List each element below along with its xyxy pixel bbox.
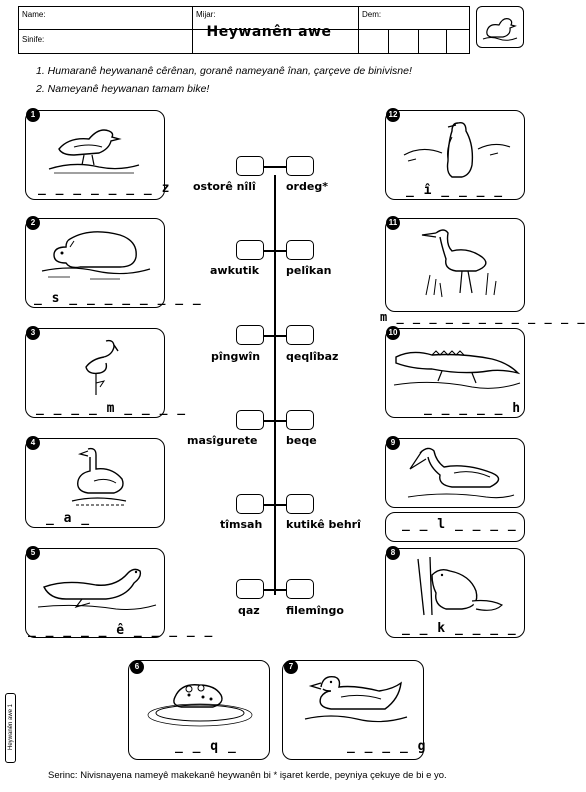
number-box-right-3[interactable] [286, 325, 314, 345]
logo-box [476, 6, 524, 48]
gull-icon [44, 119, 144, 177]
pelican-icon [406, 443, 516, 503]
hint-text-11: m _ _ _ _ _ _ _ _ _ _ _ _ [380, 310, 586, 324]
penguin-icon [402, 115, 512, 181]
hippo-icon [40, 225, 152, 283]
header-divider [446, 29, 447, 54]
header-divider [358, 6, 359, 54]
answer-box-9[interactable] [385, 512, 525, 542]
word-right-5: kutikê behrî [286, 518, 361, 531]
number-badge-8: 8 [386, 546, 400, 560]
number-badge-4: 4 [26, 436, 40, 450]
connector-tick [264, 420, 286, 422]
word-left-5: tîmsah [220, 518, 263, 531]
number-box-left-6[interactable] [236, 579, 264, 599]
connector-tick [264, 589, 286, 591]
word-left-2: awkutik [210, 264, 260, 277]
connector-spine [274, 175, 276, 595]
number-badge-11: 11 [386, 216, 400, 230]
hint-text-12: _ î _ _ _ _ [406, 183, 504, 198]
side-label-box [5, 693, 16, 763]
animal-card-2 [25, 218, 202, 308]
hint-text-4: _ a _ [46, 511, 91, 526]
date-label: Mijar: [196, 10, 216, 19]
number-box-left-2[interactable] [236, 240, 264, 260]
animal-card-8 [385, 548, 525, 638]
connector-tick [264, 335, 286, 337]
hint-text-10: _ _ _ _ _ h [424, 401, 522, 416]
number-box-right-1[interactable] [286, 156, 314, 176]
number-box-left-4[interactable] [236, 410, 264, 430]
seal-icon [36, 557, 158, 613]
number-box-right-2[interactable] [286, 240, 314, 260]
number-box-right-4[interactable] [286, 410, 314, 430]
number-badge-2: 2 [26, 216, 40, 230]
number-badge-1: 1 [26, 108, 40, 122]
number-badge-9: 9 [386, 436, 400, 450]
instruction-2: 2. Nameyanê heywanan tamam bike! [36, 83, 210, 95]
header-divider [388, 29, 389, 54]
class-label: Sinife: [22, 35, 45, 44]
animal-card-4 [25, 438, 165, 528]
instruction-1: 1. Humaranê heywananê cêrênan, goranê nameyanê înan, çarçeve de binivisne! [36, 65, 412, 77]
animal-card-6 [128, 660, 270, 760]
duck-logo-icon [477, 7, 523, 47]
word-right-4: beqe [286, 434, 317, 447]
number-badge-12: 12 [386, 108, 400, 122]
hint-text-8: _ _ k _ _ _ _ [402, 621, 517, 636]
animal-card-3 [25, 328, 187, 418]
connector-tick [264, 166, 286, 168]
hint-text-1: _ _ _ _ _ _ _ z [38, 181, 171, 196]
header-divider [418, 29, 419, 54]
number-box-right-5[interactable] [286, 494, 314, 514]
animal-card-7 [282, 660, 427, 760]
number-badge-10: 10 [386, 326, 400, 340]
footer-note: Serinc: Nivisnayena nameyê makekanê heywanên bi * işaret kerde, peyniya çekuye de bi e yo. [48, 770, 447, 781]
beaver-icon [410, 555, 510, 617]
frog-icon [145, 671, 255, 727]
hint-text-5: _ _ _ _ _ ê _ _ _ _ _ [28, 623, 214, 638]
crocodile-icon [392, 339, 522, 393]
hint-text-7: _ _ _ _ g [347, 739, 427, 754]
heron-icon [416, 223, 506, 303]
number-box-left-1[interactable] [236, 156, 264, 176]
duck-icon [301, 669, 411, 731]
word-left-3: pîngwîn [211, 350, 261, 363]
number-box-left-5[interactable] [236, 494, 264, 514]
dem-label: Dem: [362, 10, 382, 19]
word-left-1: ostorê nîlî [193, 180, 256, 193]
hint-text-3: _ _ _ _ m _ _ _ _ [36, 401, 187, 416]
number-badge-5: 5 [26, 546, 40, 560]
animal-card-12 [385, 110, 525, 200]
connector-tick [264, 250, 286, 252]
page-title: Heywanên awe [206, 24, 332, 40]
number-badge-7: 7 [284, 660, 298, 674]
word-right-6: filemîngo [286, 604, 344, 617]
word-left-4: masîgurete [187, 434, 258, 447]
hint-text-6: _ _ q _ [175, 739, 237, 754]
goose-icon [66, 445, 136, 509]
word-right-1: ordeg* [286, 180, 328, 193]
animal-card-11 [385, 218, 525, 312]
word-left-6: qaz [238, 604, 260, 617]
flamingo-icon [70, 335, 130, 399]
animal-card-5 [25, 548, 214, 638]
word-right-3: qeqlîbaz [286, 350, 339, 363]
side-label: Heywanên awe 1 [8, 703, 14, 751]
number-badge-6: 6 [130, 660, 144, 674]
number-badge-3: 3 [26, 326, 40, 340]
animal-card-9 [385, 438, 525, 508]
number-box-left-3[interactable] [236, 325, 264, 345]
animal-card-1 [25, 110, 171, 200]
hint-text-9: _ _ l _ _ _ _ [402, 517, 517, 532]
connector-tick [264, 504, 286, 506]
name-label: Name: [22, 10, 46, 19]
number-box-right-6[interactable] [286, 579, 314, 599]
hint-text-2: _ s _ _ _ _ _ _ _ _ [34, 291, 202, 306]
word-right-2: pelîkan [286, 264, 332, 277]
animal-card-10 [385, 328, 525, 418]
